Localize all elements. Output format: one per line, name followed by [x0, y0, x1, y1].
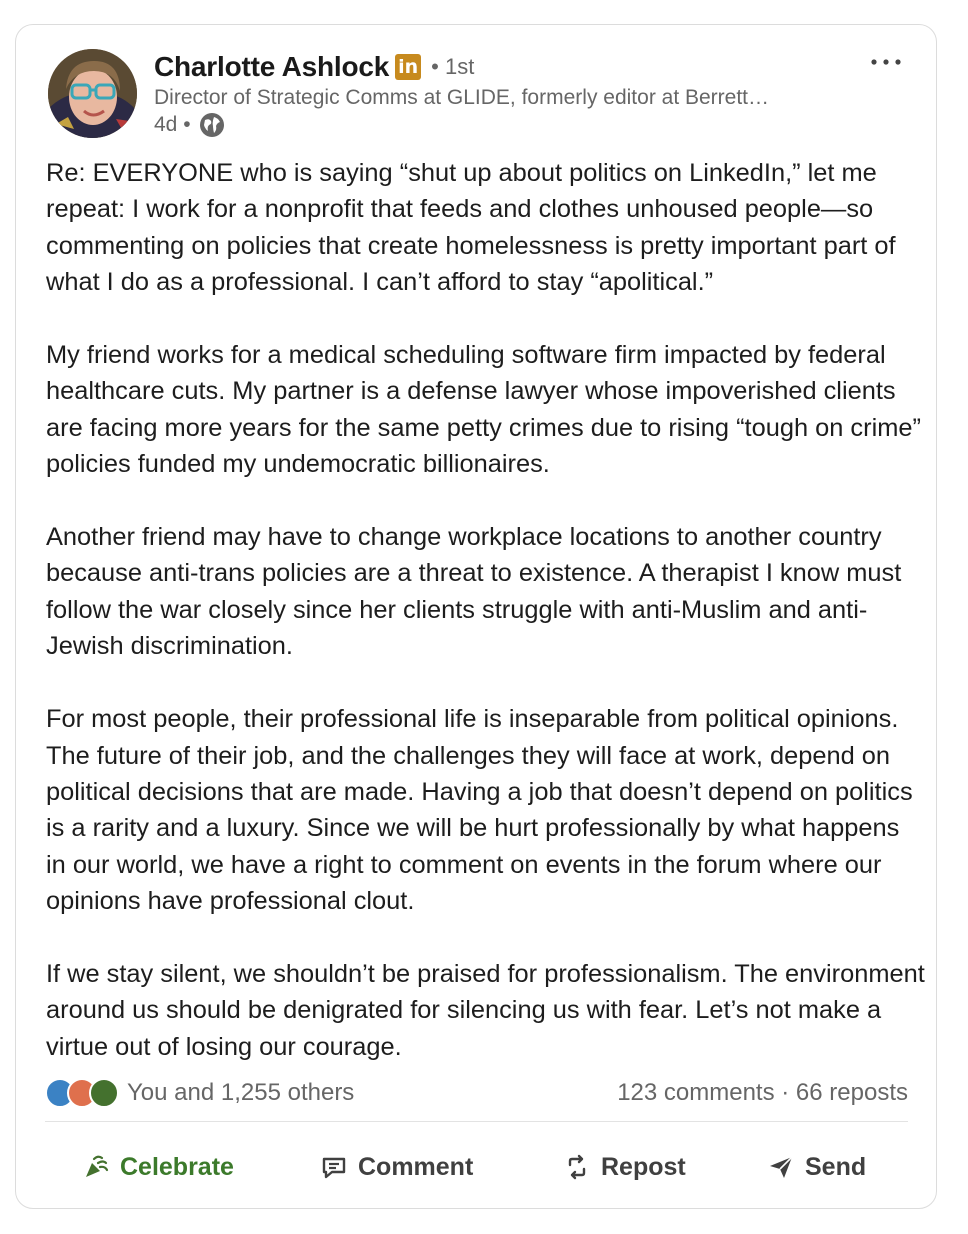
- avatar-photo: [48, 49, 137, 138]
- send-button[interactable]: [767, 1140, 866, 1194]
- post-meta: [154, 111, 225, 139]
- connection-degree: • 1st: [431, 54, 475, 79]
- author-headline: Director of Strategic Comms at GLIDE, formerly editor at Berrett…: [154, 86, 770, 109]
- comment-label: Comment: [358, 1152, 474, 1181]
- reactions-count[interactable]: You and 1,255 others: [127, 1079, 355, 1106]
- repost-button[interactable]: [563, 1140, 686, 1194]
- repost-label: Repost: [601, 1152, 686, 1181]
- post-body-text: Re: EVERYONE who is saying “shut up about politics on LinkedIn,” let me repeat: I work for a nonprofit that feeds and clothes unhoused people—so commenting on policies that create homelessness is pretty important part of what I do as a professional. I can’t afford to stay “apolitical.” My friend works for a medical scheduling software firm impacted by federal healthcare cuts. My partner is a defense lawyer whose impoverished clients are facing more years for the same petty crimes due to rising “tough on crime” policies funded my undemocratic billionaires. Another friend may have to change workplace locations to another country because anti-trans policies are a threat to existence. A therapist I know must follow the war closely since her clients struggle with anti-Muslim and anti-Jewish discrimination. For most people, their professional life is inseparable from political opinions. The future of their job, and the challenges they will face at work, depend on political decisions that are made. Having a job that doesn’t depend on politics is a rarity and a luxury. Since we will be hurt professionally by what happens in our world, we have a right to comment on events in the forum where our opinions have professional clout. If we stay silent, we shouldn’t be praised for professionalism. The environment around us should be denigrated for silencing us with fear. Let’s not make a virtue out of losing our courage.: [46, 159, 925, 1061]
- post-time: 4d •: [154, 113, 191, 136]
- celebrate-icon: [89, 1078, 119, 1108]
- author-name[interactable]: Charlotte Ashlock: [154, 51, 390, 82]
- divider: [45, 1121, 908, 1122]
- globe-icon: [199, 112, 225, 138]
- repost-icon: [563, 1153, 591, 1181]
- more-options-icon[interactable]: [868, 50, 904, 74]
- send-icon: [767, 1153, 795, 1181]
- celebrate-button[interactable]: [82, 1140, 234, 1194]
- author-avatar[interactable]: [48, 49, 137, 138]
- send-label: Send: [805, 1152, 867, 1181]
- comment-icon: [320, 1153, 348, 1181]
- social-counts-row: [45, 1076, 908, 1110]
- reaction-icons[interactable]: [45, 1078, 111, 1108]
- linkedin-premium-badge-icon: in: [395, 54, 421, 80]
- celebrate-icon: [82, 1153, 110, 1181]
- comments-reposts-count[interactable]: 123 comments · 66 reposts: [617, 1079, 908, 1106]
- author-row: [154, 48, 474, 86]
- celebrate-label: Celebrate: [120, 1152, 234, 1181]
- action-bar: [45, 1140, 908, 1194]
- comment-button[interactable]: [320, 1140, 473, 1194]
